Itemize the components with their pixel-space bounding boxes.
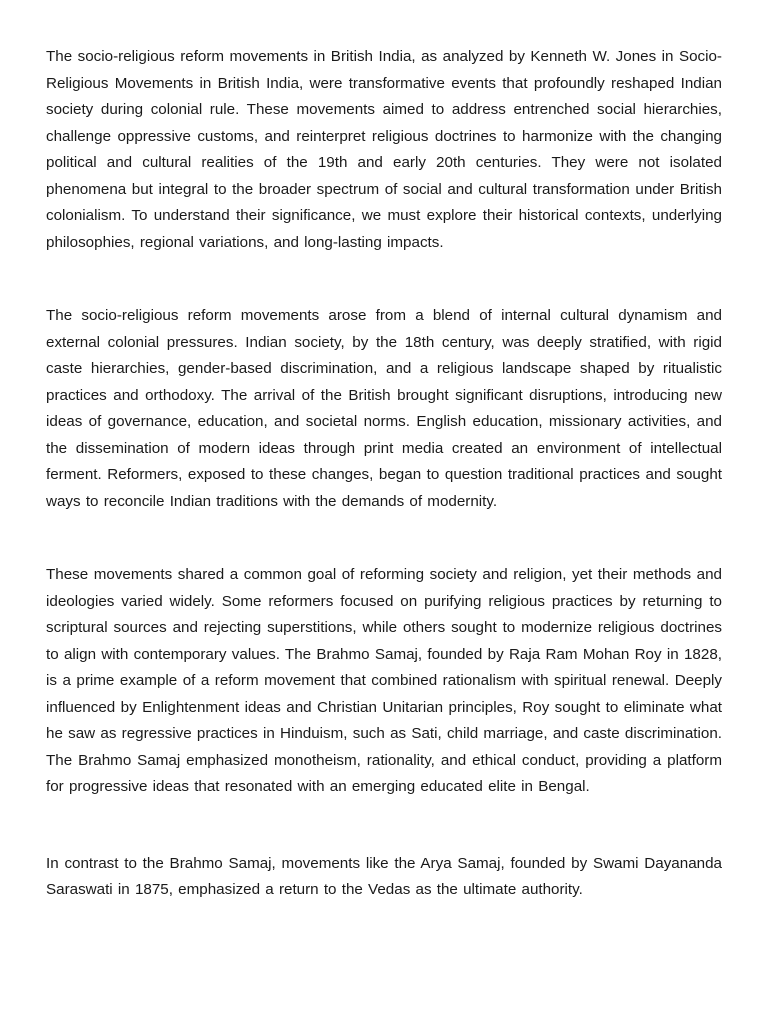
paragraph-brahmo-samaj: These movements shared a common goal of reforming society and religion, yet their methods and ideologies varied widely. Some reformers focused on purifying religious practices by returning to scriptural sources and rejecting superstitions, while others sought to modernize religious doctrines to align with contemporary values. The Brahmo Samaj, founded by Raja Ram Mohan Roy in 1828, is a prime example of a reform movement that combined rationalism with spiritual renewal. Deeply influenced by Enlightenment ideas and Christian Unitarian principles, Roy sought to eliminate what he saw as regressive practices in Hinduism, such as Sati, child marriage, and caste discrimination. The Brahmo Samaj emphasized monotheism, rationality, and ethical conduct, providing a platform for progressive ideas that resonated with an emerging educated elite in Bengal. bbox=[46, 566, 722, 795]
document-page bbox=[46, 44, 722, 904]
paragraph-arya-samaj: In contrast to the Brahmo Samaj, movements like the Arya Samaj, founded by Swami Dayananda Saraswati in 1875, emphasized a return to the Vedas as the ultimate authority. bbox=[46, 854, 722, 898]
paragraph-origins: The socio-religious reform movements arose from a blend of internal cultural dynamism and external colonial pressures. Indian society, by the 18th century, was deeply stratified, with rigid caste hierarchies, gender-based discrimination, and a religious landscape shaped by ritualistic practices and orthodoxy. The arrival of the British brought significant disruptions, introducing new ideas of governance, education, and societal norms. English education, missionary activities, and the dissemination of modern ideas through print media created an environment of intellectual ferment. Reformers, exposed to these changes, began to question traditional practices and sought ways to reconcile Indian traditions with the demands of modernity. bbox=[46, 307, 722, 510]
paragraph-intro: The socio-religious reform movements in British India, as analyzed by Kenneth W. Jones in Socio-Religious Movements in British India, were transformative events that profoundly reshaped Indian society during colonial rule. These movements aimed to address entrenched social hierarchies, challenge oppressive customs, and reinterpret religious doctrines to harmonize with the changing political and cultural realities of the 19th and early 20th centuries. They were not isolated phenomena but integral to the broader spectrum of social and cultural transformation under British colonialism. To understand their significance, we must explore their historical contexts, underlying philosophies, regional variations, and long-lasting impacts. bbox=[46, 48, 722, 251]
